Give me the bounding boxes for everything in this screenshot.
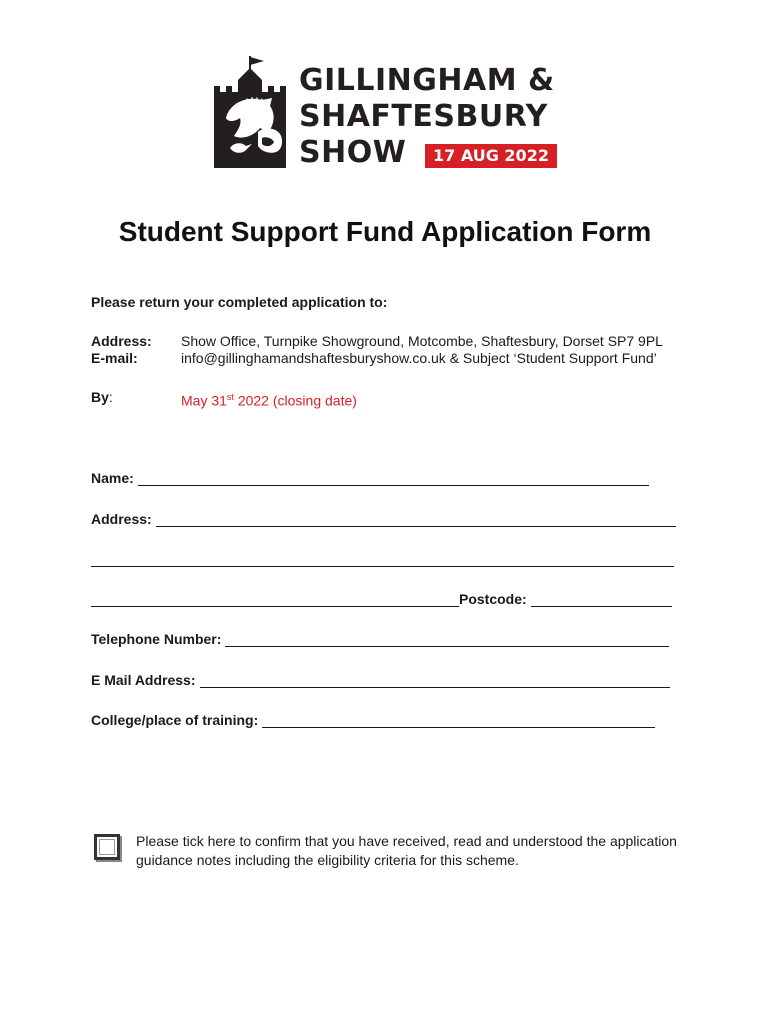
address-line-2[interactable] <box>91 552 674 567</box>
closing-date-suffix: st <box>226 392 234 402</box>
closing-date-main: May 31 <box>181 392 227 409</box>
return-heading: Please return your completed application to: <box>91 294 388 310</box>
logo-line-2: SHAFTESBURY <box>299 99 548 134</box>
by-label: By <box>91 389 109 405</box>
confirm-checkbox-text: Please tick here to confirm that you have received, read and understood the application guidance notes including the eligibility criteria for this scheme. <box>136 833 677 868</box>
show-logo <box>212 56 572 172</box>
college-field[interactable] <box>91 710 655 728</box>
logo-line-1: GILLINGHAM & <box>299 63 555 98</box>
address-line-1[interactable] <box>156 512 676 527</box>
name-line[interactable] <box>138 471 649 486</box>
by-colon: : <box>108 389 113 405</box>
date-badge: 17 AUG 2022 <box>425 144 557 168</box>
address-field[interactable] <box>91 509 676 527</box>
address-line-3[interactable] <box>91 592 459 607</box>
telephone-label: Telephone Number: <box>91 631 222 647</box>
email-field-label: E Mail Address: <box>91 672 196 688</box>
email-field[interactable] <box>91 670 670 688</box>
confirm-checkbox[interactable] <box>94 834 120 860</box>
college-label: College/place of training: <box>91 712 259 728</box>
name-field[interactable] <box>91 468 649 486</box>
postcode-line[interactable] <box>531 592 672 607</box>
address-line-2-field[interactable] <box>91 549 674 567</box>
email-line[interactable] <box>200 673 670 688</box>
email-value: info@gillinghamandshaftesburyshow.co.uk & Subject ‘Student Support Fund’ <box>181 350 657 366</box>
by-label-group <box>91 389 113 406</box>
closing-date <box>181 389 357 410</box>
address-field-label: Address: <box>91 511 152 527</box>
page-title: Student Support Fund Application Form <box>118 216 652 247</box>
name-label: Name: <box>91 470 134 486</box>
postcode-field[interactable] <box>91 589 672 607</box>
castle-horse-logo-icon <box>212 56 290 168</box>
telephone-line[interactable] <box>225 632 669 647</box>
email-label: E-mail: <box>91 350 138 366</box>
logo-line-3: SHOW <box>299 135 407 170</box>
closing-date-year: 2022 (closing date) <box>233 392 357 409</box>
telephone-field[interactable] <box>91 629 669 647</box>
postcode-label: Postcode: <box>459 591 527 607</box>
address-value: Show Office, Turnpike Showground, Motcombe, Shaftesbury, Dorset SP7 9PL <box>181 333 663 349</box>
address-label: Address: <box>91 333 152 349</box>
college-line[interactable] <box>262 713 655 728</box>
